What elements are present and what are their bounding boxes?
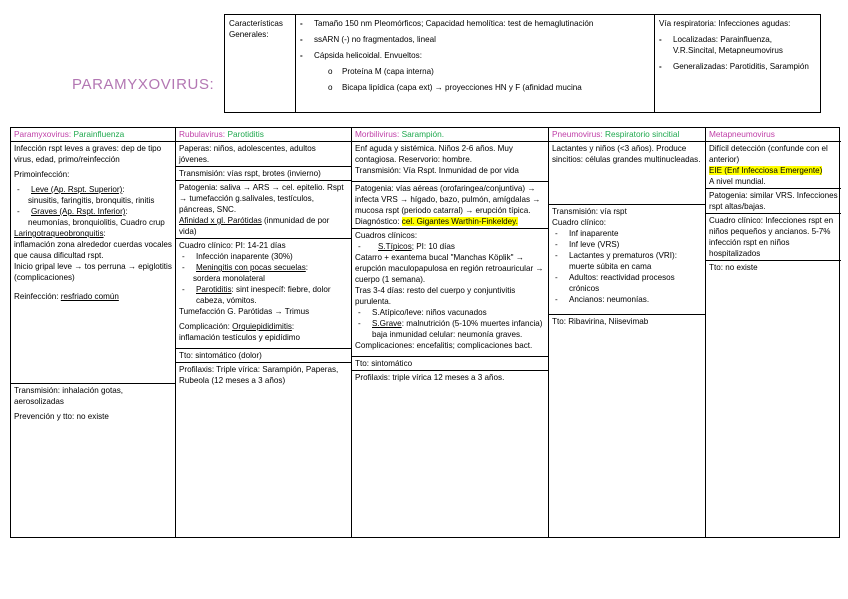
clinical-cell: Cuadro clínico: PI: 14-21 días - Infección inaparente (30%) - Meningitis con pocas secuelas: sordera monolateral - Parotiditis: sint inespecíf: fiebre, dolor cabeza, vómitos. Tumefacción G. Parótidas → Trimus Complicación: Orquiepididimitis: inflamación testículos y epidídimo (176, 239, 351, 349)
clinical-cell: Cuadro clínico: Infecciones rspt en niños pequeños y ancianos. 5-7% infección rspt en niños hospitalizados (706, 214, 841, 261)
virus-table (10, 127, 840, 538)
treatment-cell: Tto: sintomático (352, 357, 548, 371)
prophylaxis-cell: Profilaxis: Triple vírica: Sarampión, Paperas, Rubeola (12 meses a 3 años) (179, 365, 339, 385)
treatment-cell: Tto: no existe (709, 263, 758, 272)
list-item: - Cápsida helicoidal. Envueltos: (300, 51, 422, 60)
page-title: PARAMYXOVIRUS: (72, 76, 215, 93)
circle-bullet-icon: o (328, 83, 333, 92)
transmission-cell: Transmisión: vía rspt Cuadro clínico: - Inf inaparente - Inf leve (VRS) - Lactantes y prematuros (VRI): muerte súbita en cama - Adultos: reactividad procesos crónicos - Ancianos: neumonías. (549, 205, 705, 315)
bullet-icon: - (659, 62, 662, 71)
characteristics-table (224, 14, 821, 113)
pathogenesis-cell: Patogenia: similar VRS. Infecciones rspt altas/bajas. (706, 189, 841, 214)
column-parotiditis (176, 128, 352, 537)
column-header: Morbilivirus: Sarampión. (352, 128, 548, 142)
clinical-cell: Infección rspt leves a graves: dep de tipo virus, edad, primo/reinfección Primoinfección: - Leve (Ap. Rspt. Superior): sinusitis, faringitis, bronquitis, rinitis - Graves (Ap. Rspt. Inferior): neumonías, bronquiolitis, Cuadro crup Laringotraqueobronquitis: inflamación zona alrededor cuerdas vocales que causa dificultad rspt. Inicio gripal leve → tos perruna → epiglotitis (complicaciones) Reinfección: resfriado común (11, 142, 175, 384)
patients-cell: Paperas: niños, adolescentes, adultos jóvenes. (176, 142, 351, 167)
sub-list-item: o Bicapa lipídica (capa ext) → proyecciones HN y F (afinidad mucina (300, 82, 650, 93)
column-header: Metapneumovirus (706, 128, 841, 142)
bullet-icon: - (300, 51, 303, 60)
characteristics-label: Características Generales: (225, 15, 296, 113)
treatment-cell: Tto: Ribavirina, Niisevimab (552, 317, 649, 326)
pathogenesis-cell: Patogenia: vías aéreas (orofaringea/conjuntiva) → infecta VRS → hígado, bazo, pulmón, amígdalas → mucosa rspt (periodo catarral) → erupción típica. Diagnóstico: cel. Gigantes Warthin-Finkeldey. (352, 182, 548, 229)
circle-bullet-icon: o (328, 67, 333, 76)
column-sarampion (352, 128, 549, 537)
intro-cell: Lactantes y niños (<3 años). Produce sincitios: células grandes multinucleadas. (549, 142, 705, 205)
bullet-icon: - (300, 19, 303, 28)
transmission-cell: Transmisión: inhalación gotas, aerosolizadas Prevención y tto: no existe (14, 386, 124, 421)
intro-cell: Enf aguda y sistémica. Niños 2-6 años. Muy contagiosa. Reservorio: hombre. Transmisión: Vía Rspt. Inmunidad de por vida (352, 142, 548, 182)
characteristics-list (296, 15, 655, 113)
bullet-icon: - (300, 35, 303, 44)
column-metapneumovirus (706, 128, 841, 537)
column-header: Rubulavirus: Parotiditis (176, 128, 351, 142)
column-vrs (549, 128, 706, 537)
prophylaxis-cell: Profilaxis: triple vírica 12 meses a 3 años. (355, 373, 505, 382)
intro-cell: Difícil detección (confunde con el anterior) EIE (Enf Infecciosa Emergente) A nivel mundial. (706, 142, 841, 189)
transmission-cell: Transmisión: vías rspt, brotes (invierno) (176, 167, 351, 181)
sub-list-item: o Proteína M (capa interna) (300, 66, 650, 77)
list-item: - ssARN (-) no fragmentados, lineal (300, 35, 436, 44)
pathogenesis-cell: Patogenia: saliva → ARS → cel. epitelio. Rspt → tumefacción g.salivales, testículos, páncreas, SNC. Afinidad x gl. Parótidas (inmunidad de por vida) (176, 181, 351, 239)
treatment-cell: Tto: sintomático (dolor) (176, 349, 351, 363)
column-header: Paramyxovirus: Parainfluenza (11, 128, 175, 142)
list-item: - Generalizadas: Parotiditis, Sarampión (659, 62, 809, 71)
list-item: - Localizadas: Parainfluenza, V.R.Sincital, Metapneumovirus (659, 35, 783, 55)
respiratory-infections: Vía respiratoria: Infecciones agudas: - Localizadas: Parainfluenza, V.R.Sincital, Metapneumovirus - Generalizadas: Parotiditis, Sarampión (655, 15, 821, 113)
column-parainfluenza (11, 128, 176, 537)
list-item: - Tamaño 150 nm Pleomórficos; Capacidad hemolítica: test de hemaglutinación (300, 19, 594, 28)
bullet-icon: - (659, 35, 662, 44)
clinical-cell: Cuadros clínicos: - S.Típicos; PI: 10 días Catarro + exantema bucal "Manchas Köplik" → erupción maculopapulosa en región retroauricular → cuerpo (1 semana). Tras 3-4 días: resto del cuerpo y conjuntivitis purulenta. - S.Atípico/leve: niños vacunados - S.Grave: malnutrición (5-10% muertes infancia) baja inmunidad celular: neumonía graves. Complicaciones: encefalitis; complicaciones bact. (352, 229, 548, 357)
column-header: Pneumovirus: Respiratorio sincitial (549, 128, 705, 142)
